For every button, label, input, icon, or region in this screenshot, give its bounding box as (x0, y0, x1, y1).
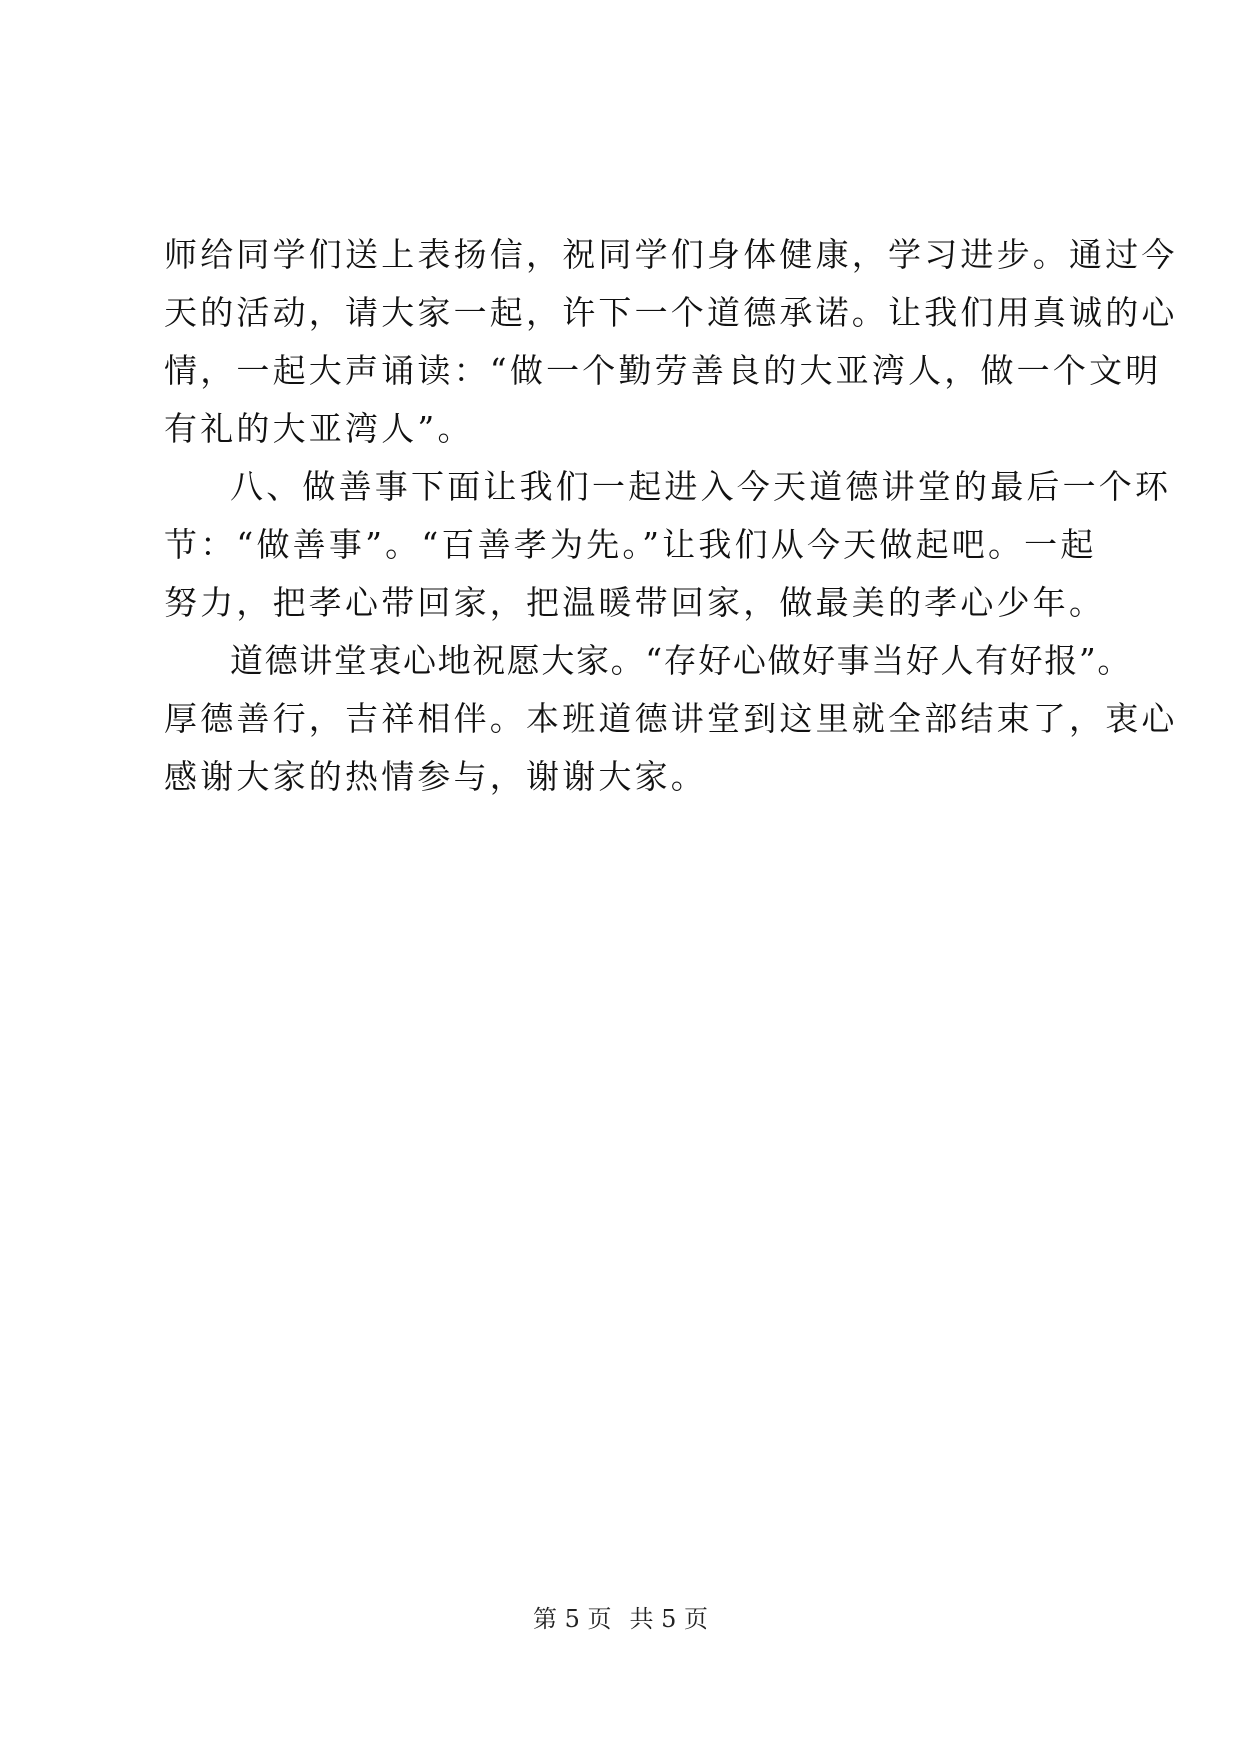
paragraph-start-line: 八、做善事下面让我们一起进入今天道德讲堂的最后一个环 (230, 467, 1172, 506)
text-line: 感谢大家的热情参与，谢谢大家。 (164, 757, 707, 796)
paragraph-start-line: 道德讲堂衷心地祝愿大家。“存好心做好事当好人有好报”。 (230, 641, 1132, 680)
text-line: 天的活动，请大家一起，许下一个道德承诺。让我们用真诚的心 (164, 293, 1178, 332)
page-number: 第 5 页 (532, 1605, 612, 1633)
text-line: 情，一起大声诵读：“做一个勤劳善良的大亚湾人，做一个文明 (164, 351, 1162, 390)
body-text (164, 226, 1178, 806)
text-line: 厚德善行，吉祥相伴。本班道德讲堂到这里就全部结束了，衷心 (164, 699, 1178, 738)
text-line: 节：“做善事”。“百善孝为先。”让我们从今天做起吧。一起 (164, 525, 1097, 564)
text-line: 努力，把孝心带回家，把温暖带回家，做最美的孝心少年。 (164, 583, 1106, 622)
text-line: 师给同学们送上表扬信，祝同学们身体健康，学习进步。通过今 (164, 235, 1178, 274)
page-total: 共 5 页 (629, 1605, 709, 1633)
text-line: 有礼的大亚湾人”。 (164, 409, 474, 448)
page-footer (0, 1604, 1241, 1634)
